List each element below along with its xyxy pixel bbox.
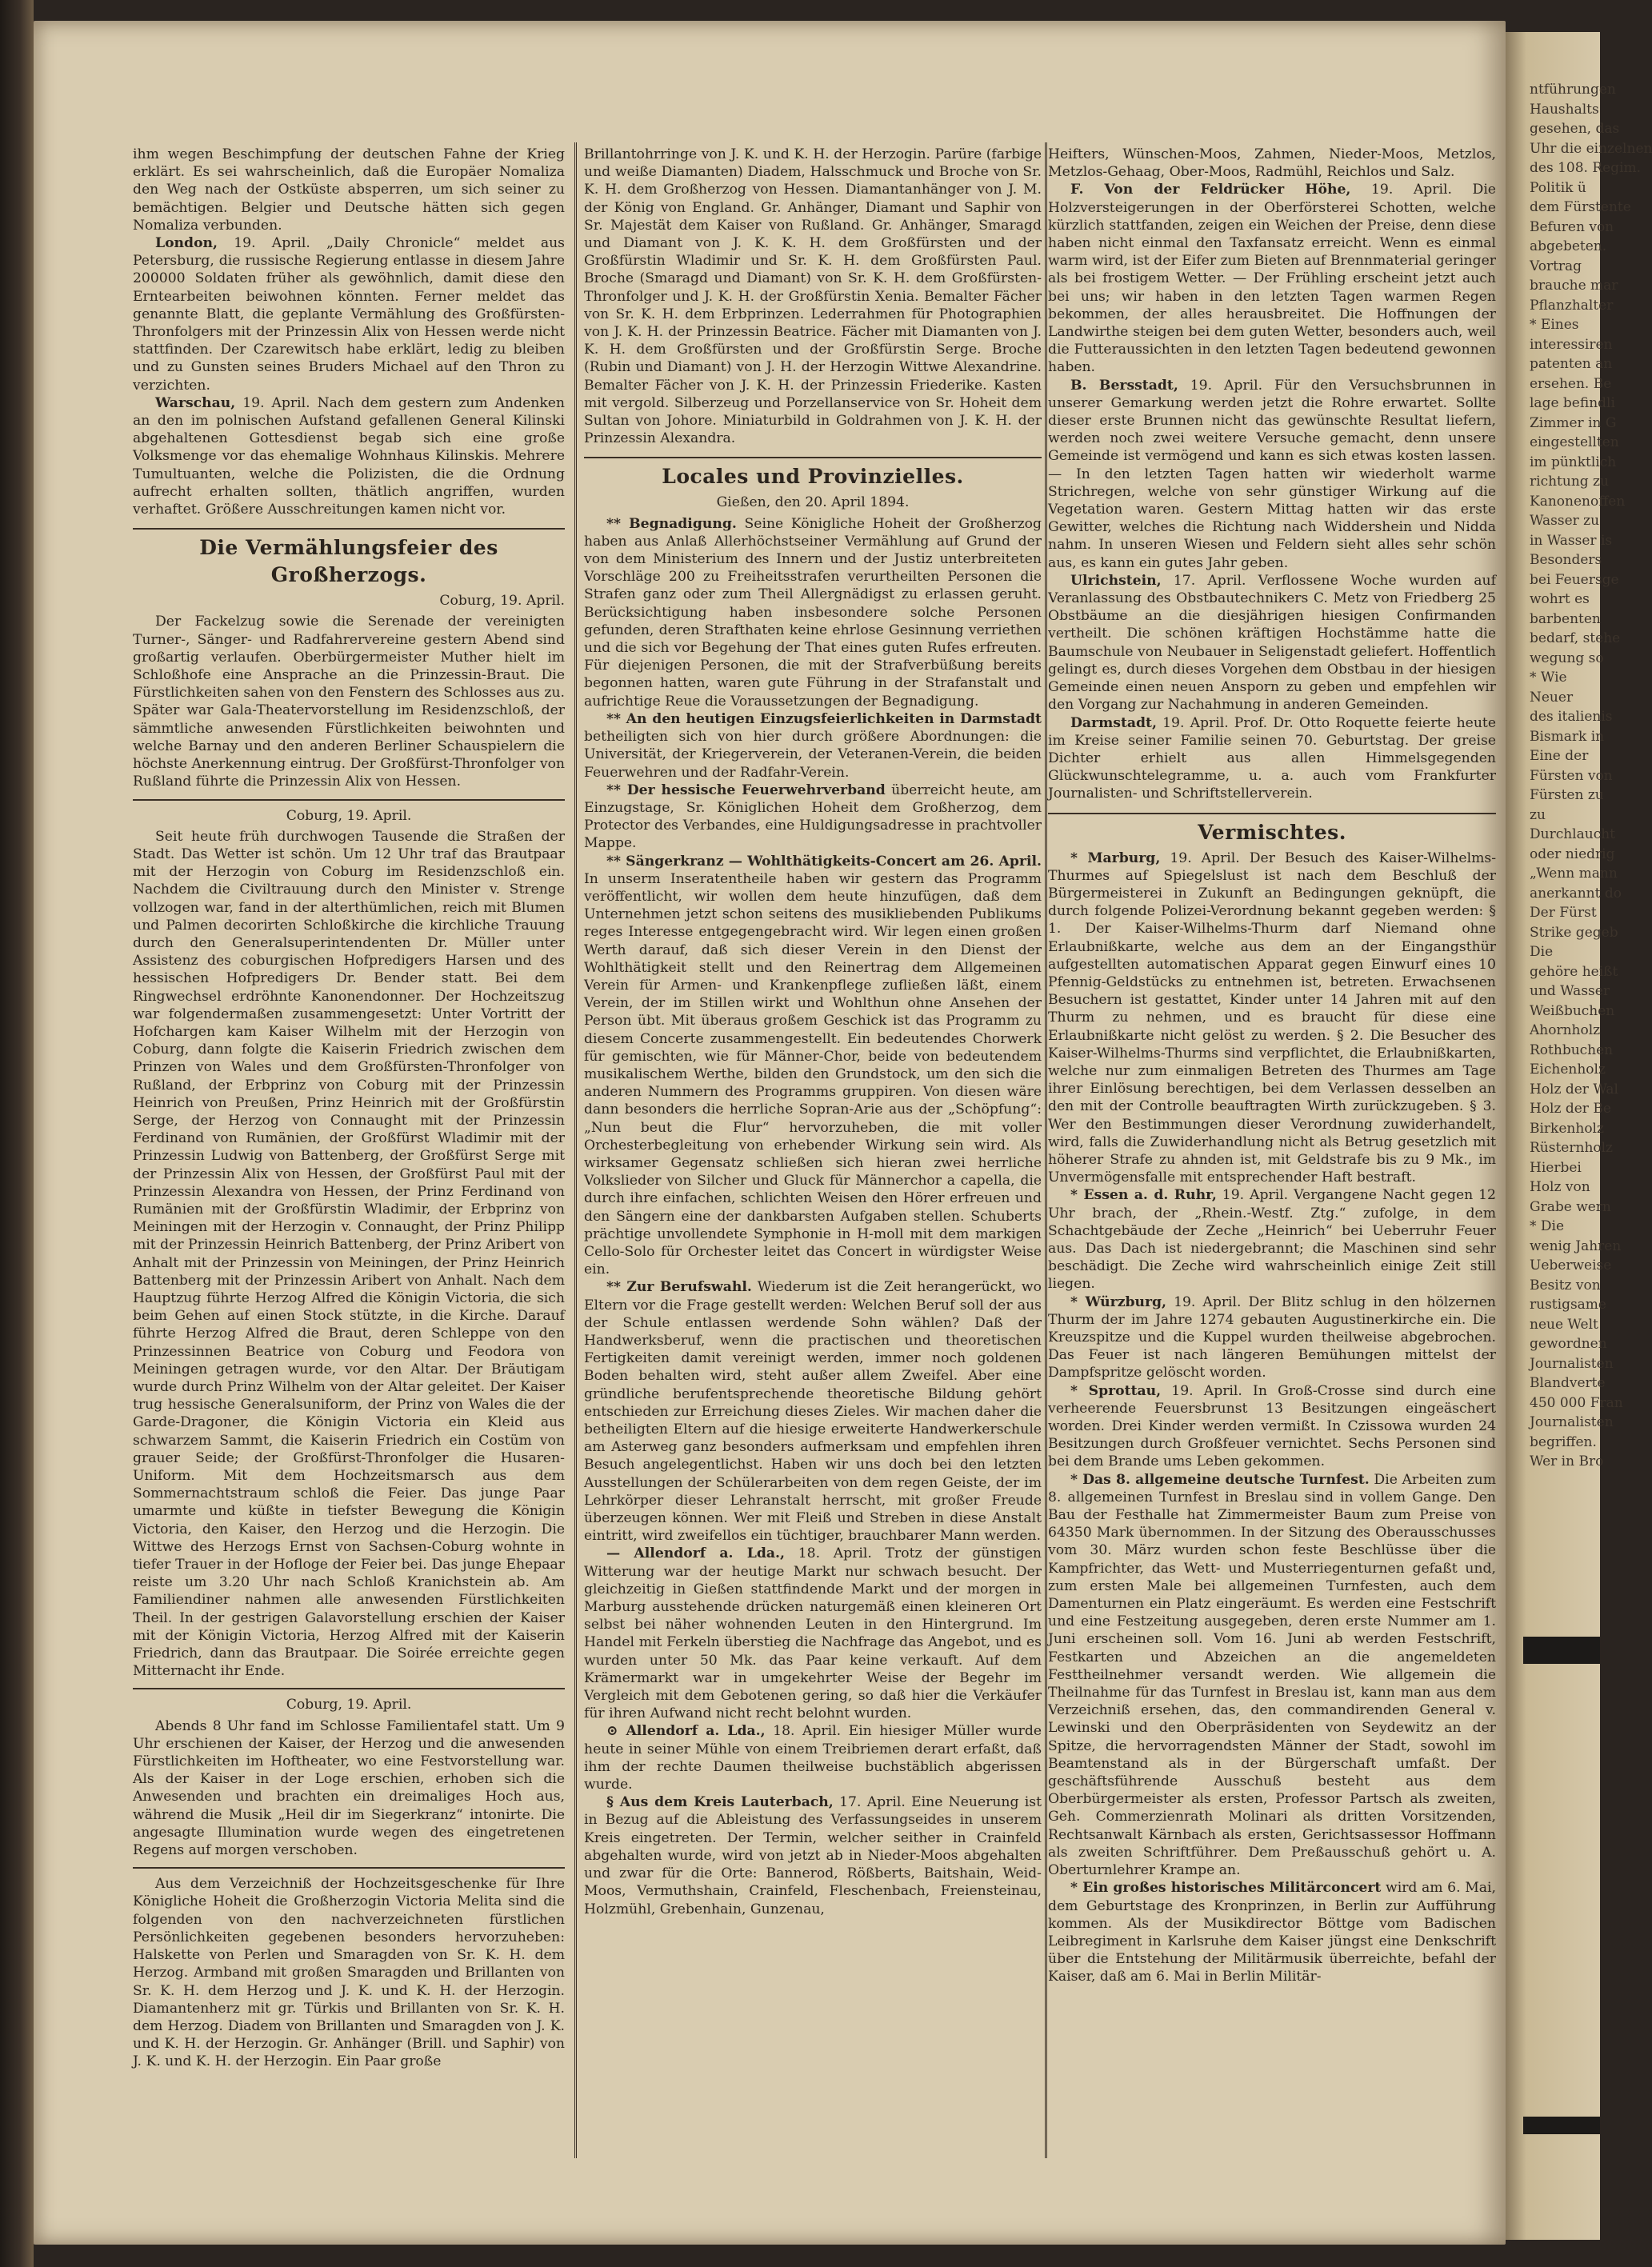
- news-item-text: 19. April. Prof. Dr. Otto Roquette feierte heute im Kreise seiner Familie seinen 70. Geburtstag. Der greise Dichter erhielt aus allen Himmelsgegenden Glückwunschtelegramme, u. a. auch vom Frankfurter Journalisten- und Schriftstellerverein.: [1048, 714, 1497, 802]
- adjacent-page-line: Ahornholz: [1530, 1022, 1601, 1038]
- adjacent-page-black-bar: [1523, 1637, 1600, 1664]
- divider: [133, 1688, 565, 1689]
- news-item-text: 19. April. „Daily Chronicle“ meldet aus Petersburg, die russische Regierung entlasse in diesem Jahre 200000 Soldaten früher als gewöhnlich, damit diese den Erntearbeiten beiwohnen könnten. Ferner meldet das genannte Blatt, die geplante Vermählung des Großfürsten-Thronfolgers mit der Prinzessin Alix von Hessen werde nicht stattfinden. Der Czarewitsch habe erklärt, ledig zu bleiben und zu Gunsten seines Bruders Michael auf den Thron zu verzichten.: [133, 235, 565, 394]
- adjacent-page-line: und Wasser: [1530, 983, 1610, 999]
- news-item: [584, 782, 1042, 853]
- news-item: [1048, 1293, 1496, 1382]
- news-item: [584, 853, 1042, 1279]
- adjacent-page-text: [1530, 80, 1652, 1472]
- adjacent-page-line: Weißbuchen: [1530, 1002, 1615, 1019]
- adjacent-page-line: neue Welt: [1530, 1316, 1598, 1333]
- adjacent-page-line: bei Feuersge: [1530, 571, 1619, 588]
- adjacent-page-line: bedarf, stehe: [1530, 630, 1621, 646]
- news-item-text: 19. April. Die Holzversteigerungen in der Oberförsterei Schotten, welche kürzlich stattfanden, zeigen ein Weichen der Preise, denn diese haben nicht einmal den Taxfansatz erreicht. Wenn es einmal warm wird, ist der Eifer zum Bieten auf Brennmaterial geringer als bei frostigem Wetter. — Der Frühling erscheint jetzt auch bei uns; wir haben in den letzten Tagen warmen Regen bekommen, der alles herausbreitet. Die Hoffnungen der Landwirthe steigen bei dem guten Wetter, besonders auch, weil die Futteraussichten in den letzten Tagen bedeutend gewonnen haben.: [1048, 182, 1496, 376]
- news-item-title: ** Begnadigung.: [606, 515, 737, 532]
- news-item-text: 19. April. Für den Versuchsbrunnen in unserer Gemarkung werden jetzt die Rohre erwartet. Sollte dieser erste Brunnen nicht das gewünschte Resultat liefern, werden noch zwei weitere Versuche gemacht, denn unsere Gemeinde ist vermögend und kann es sich etwas kosten lassen. — In den letzten Tagen hatten wir wiederholt warme Strichregen, welche von sehr günstiger Wirkung auf die Vegetation waren. Gestern Mittag hatten wir das erste Gewitter, welches die Richtung nach Widdershein und Nidda nahm. In unseren Wiesen und Feldern sieht alles sehr schön aus, es kann ein gutes Jahr geben.: [1048, 377, 1496, 571]
- article-paragraph: Aus dem Verzeichniß der Hochzeitsgeschenke für Ihre Königliche Hoheit die Großherzogin Victoria Melita sind die folgenden von den nachverzeichneten fürstlichen Persönlichkeiten gegebenen besonders hervorzuheben: Halskette von Perlen und Smaragden von Sr. K. H. dem Herzog. Armband mit großen Smaragden und Brillanten von Sr. K. H. dem Herzog und J. K. und K. H. der Herzogin. Diamantenherz mit gr. Türkis und Brillanten von Sr. K. H. dem Herzog. Diadem von Brillanten und Smaragden von J. K. und K. H. der Herzogin. Gr. Anhänger (Brill. und Saphir) von J. K. und K. H. der Herzogin. Ein Paar große: [133, 1876, 565, 2070]
- adjacent-page-line: ersehen. Be: [1530, 375, 1612, 392]
- adjacent-page-line: Eichenholz: [1530, 1062, 1606, 1078]
- adjacent-page-line: * Die: [1530, 1218, 1565, 1234]
- adjacent-page-line: patenten an: [1530, 356, 1613, 372]
- adjacent-page-line: richtung zu: [1530, 474, 1609, 490]
- adjacent-page-line: „Wenn mann: [1530, 866, 1618, 882]
- section-heading: Vermischtes.: [1048, 813, 1496, 846]
- news-item-text: 19. April. Der Blitz schlug in den hölzernen Thurm der im Jahre 1274 gebauten Augustinerkirche ein. Die Kreuzspitze und die Kuppel wurden theilweise abgebrochen. Das Feuer ist nach längeren Bemühungen mittelst der Dampfspritze gelöscht worden.: [1048, 1293, 1496, 1381]
- news-item-text: In unserm Inseratentheile haben wir gestern das Programm veröffentlicht, wir wollen dem heute hinzufügen, daß dem Unternehmen jetzt schon seitens des musikliebenden Publikums reges Interesse entgegengebracht wird. Wir legen einen großen Werth darauf, daß sich dieser Verein in den Dienst der Wohlthätigkeit stellt und den Reinertrag dem Allgemeinen Verein für Armen- und Krankenpflege zufließen läßt, einem Verein, der im Stillen wirkt und Wohlthun ohne Ansehen der Person übt. Mit überaus großem Geschick ist das Programm zu diesem Concerte zusammengestellt. Ein bedeutendes Chorwerk für gemischten, wie für Männer-Chor, beide von bedeutendem musikalischem Werthe, bilden den Grundstock, um den sich die anderen Nummern des Programms gruppiren. Von diesen wäre dann besonders die herrliche Sopran-Arie aus der „Schöpfung“: „Nun beut die Flur“ hervorzuheben, die mit voller Orchesterbegleitung von erhebender Wirkung sein wird. Als wirksamer Gegensatz schließen sich hieran zwei herrliche Volkslieder von Silcher und Gluck für Männerchor a capella, die durch ihre einfachen, schlichten Weisen den Hörer erfreuen und den Sängern eine der dankbarsten Aufgaben stellen. Schuberts prächtige unvollendete Symphonie in H-moll mit dem markigen Cello-Solo für Orchester leitet das Concert in würdigster Weise ein.: [584, 870, 1042, 1278]
- column-1: [133, 146, 565, 2071]
- adjacent-page-line: oder niedrig: [1530, 846, 1615, 862]
- adjacent-page-line: Holz der Wal: [1530, 1081, 1618, 1098]
- news-item-text: 19. April. Der Besuch des Kaiser-Wilhelms-Thurmes auf Spiegelslust ist nach dem Beschluß der Bürgermeisterei in Zukunft an Bedingungen geknüpft, die durch folgende Polizei-Verordnung bekannt gegeben werden: § 1. Der Kaiser-Wilhelms-Thurm darf Niemand ohne Erlaubnißkarte, welche aus dem an der Eingangsthür aufgestellten automatischen Apparat gegen Einwurf eines 10 Pfennig-Geldstücks zu entnehmen ist, betreten. Erwachsenen Besuchern ist gestattet, Kinder unter 14 Jahren mit auf den Thurm zu nehmen, und es braucht für diese eine Erlaubnißkarte nicht gelöst zu werden. § 2. Die Besucher des Kaiser-Wilhelms-Thurms sind verpflichtet, die Erlaubnißkarten, welche nur zum einmaligen Betreten des Thurmes am Tage ihrer Einlösung berechtigen, bei dem Verlassen desselben an den mit der Controlle beauftragten Wirth zurückzugeben. § 3. Wer den Bestimmungen dieser Verordnung zuwiderhandelt, wird, falls die Zuwiderhandlung nicht als Betrug gesetzlich mit höherer Strafe zu ahnden ist, mit Geldstrafe bis zu 9 Mk., im Unvermögensfalle mit entsprechender Haft bestraft.: [1048, 850, 1497, 1186]
- adjacent-page-line: des italienis: [1530, 709, 1613, 725]
- adjacent-page-line: Bismark in: [1530, 728, 1605, 745]
- adjacent-page-line: Wasser zu: [1530, 513, 1600, 529]
- news-item-title: — Allendorf a. Lda.,: [606, 1545, 785, 1562]
- adjacent-page-line: eingestellten: [1530, 434, 1619, 450]
- adjacent-page-line: Besitz von: [1530, 1277, 1601, 1293]
- adjacent-page-line: anerkannt do: [1530, 885, 1622, 902]
- adjacent-page-line: Birkenholz: [1530, 1120, 1604, 1137]
- adjacent-page-line: Grabe wern: [1530, 1198, 1611, 1215]
- adjacent-page-line: Rothbuchen: [1530, 1042, 1614, 1058]
- column-rule: [574, 142, 577, 2158]
- news-item-text: 17. April. Verflossene Woche wurden auf Veranlassung des Obstbautechnikers C. Metz von Friedberg 25 Obstbäume an die diesjährigen hiesigen Confirmanden vertheilt. Die schönen kräftigen Hochstämme hatte die Baumschule von Neubauer in Seligenstadt geliefert. Hoffentlich gelingt es, durch dieses Vorgehen dem Obstbau in der hiesigen Gemeinde einen neuen Ansporn zu geben und empfehlen wir den Vorgang zur Nachahmung in anderen Gemeinden.: [1048, 572, 1496, 714]
- news-item: [1048, 1879, 1496, 1985]
- article-paragraph: Seit heute früh durchwogen Tausende die Straßen der Stadt. Das Wetter ist schön. Um 12 Uhr traf das Brautpaar mit der Herzogin von Coburg im Residenzschloß ein. Nachdem die Civiltrauung durch den Minister v. Strenge vollzogen war, fand in der alterthümlichen, reich mit Blumen und Palmen decorirten Schloßkirche die kirchliche Trauung durch den Generalsuperintendenten Dr. Müller unter Assistenz des coburgischen Hofpredigers Harsen und des hessischen Hofpredigers Dr. Bender statt. Bei dem Ringwechsel erdröhnte Kanonendonner. Der Hochzeitszug war folgendermaßen zusammengesetzt: Unter Vortritt der Hofchargen kam Kaiser Wilhelm mit der Herzogin von Coburg, dann folgte die Kaiserin Friedrich zwischen dem Prinzen von Wales und dem Großfürsten-Thronfolger von Rußland, der Erbprinz von Coburg mit der Prinzessin Heinrich von Preußen, Prinz Heinrich mit der Großfürstin Serge, der Herzog von Connaught mit der Prinzessin Ferdinand von Rumänien, der Großfürst Wladimir mit der Prinzessin Ludwig von Battenberg, der Großfürst Serge mit der Prinzessin Alix von Hessen, der Großfürst Paul mit der Prinzessin Alexandra von Hessen, der Prinz Ferdinand von Rumänien mit der Großfürstin Wladimir, der Erbprinz von Meiningen mit der Herzogin v. Connaught, der Prinz Philipp mit der Prinzessin Heinrich Battenberg, der Prinz Aribert von Anhalt mit der Prinzessin von Meiningen, der Prinz Heinrich Battenberg mit der Prinzessin Aribert von Anhalt. Nach dem Hauptzug führte Herzog Alfred die Königin Victoria, die sich beim Gehen auf einen Stock stützte, in die Kirche. Darauf führte Herzog Alfred die Braut, deren Schleppe von den Prinzessinnen Beatrice von Coburg und Feodora von Meiningen getragen wurde, vor den Altar. Der Bräutigam wurde durch Prinz Wilhelm von der Altar geleitet. Der Kaiser trug hessische Generalsuniform, der Prinz von Wales die der Garde-Dragoner, die Königin Victoria ein Kleid aus schwarzem Sammt, die Kaiserin Friedrich ein Costüm von grauer Seide; der Großfürst-Thronfolger die Husaren-Uniform. Mit dem Hochzeitsmarsch aus dem Sommernachtstraum schloß die Feier. Das junge Paar umarmte und küßte in tiefster Bewegung die Königin Victoria, den Kaiser, den Herzog und die Herzogin. Die Wittwe des Herzogs Ernst von Sachsen-Coburg wohnte in tiefer Trauer in der Hofloge der Feier bei. Das junge Ehepaar reiste um 3.20 Uhr nach Schloß Kranichstein ab. Am Familiendiner nahmen alle anwesenden Fürstlichkeiten Theil. In der gestrigen Galavorstellung erschien der Kaiser mit der Königin Victoria, Herzog Alfred mit der Kaiserin Friedrich, dann das Brautpaar. Die Soirée erreichte gegen Mitternacht ihr Ende.: [133, 828, 565, 1680]
- news-item-text: 18. April. Ein hiesiger Müller wurde heute in seiner Mühle von einem Treibriemen derart erfaßt, daß ihm der rechte Daumen theilweise buchstäblich abgerissen wurde.: [584, 1723, 1042, 1793]
- adjacent-page-line: Besonders: [1530, 552, 1602, 568]
- adjacent-page-line: Neuer: [1530, 689, 1574, 706]
- news-item: [584, 1278, 1042, 1545]
- news-item-title: ** Der hessische Feuerwehrverband: [606, 782, 886, 798]
- book-spine: [0, 0, 34, 2267]
- adjacent-page-line: wenig Jahren: [1530, 1237, 1622, 1254]
- adjacent-page-line: Befuren von: [1530, 218, 1614, 235]
- news-item-title: * Essen a. d. Ruhr,: [1070, 1187, 1217, 1204]
- dateline-place: London,: [155, 235, 218, 252]
- news-item-title: * Das 8. allgemeine deutsche Turnfest.: [1070, 1471, 1370, 1488]
- news-item-text: 19. April. In Groß-Crosse sind durch eine verheerende Feuersbrunst 13 Besitzungen eingeäschert worden. Drei Kinder werden vermißt. In Czissowa wurden 24 Besitzungen durch Großfeuer vernichtet. Sechs Personen sind bei dem Brande ums Leben gekommen.: [1048, 1382, 1496, 1470]
- adjacent-page-line: des 108. Regim.: [1530, 160, 1642, 176]
- adjacent-page-line: brauche mar: [1530, 278, 1618, 294]
- adjacent-page-line: Fürsten von: [1530, 767, 1613, 784]
- news-item: [1048, 377, 1496, 572]
- news-item: [1048, 850, 1496, 1187]
- news-item-title: Darmstadt,: [1070, 714, 1157, 731]
- news-item: [584, 1722, 1042, 1793]
- adjacent-page-line: Durchlaucht: [1530, 826, 1615, 842]
- adjacent-page-line: 450 000 Fran: [1530, 1394, 1623, 1411]
- column-rule: [1045, 142, 1047, 2158]
- adjacent-page-line: abgebeten.: [1530, 238, 1607, 254]
- dateline: Gießen, den 20. April 1894.: [716, 494, 910, 511]
- news-item: [1048, 714, 1496, 803]
- news-item-title: ** Sängerkranz — Wohlthätigkeits-Concert am 26. April.: [606, 853, 1042, 870]
- adjacent-page-line: rustigsame: [1530, 1297, 1606, 1313]
- news-item-title: B. Bersstadt,: [1070, 377, 1178, 394]
- news-item: [584, 515, 1042, 710]
- news-item: [1048, 181, 1496, 376]
- adjacent-page-line: Politik ü: [1530, 179, 1586, 196]
- news-item-text: überreicht heute, am Einzugstage, Sr. Königlichen Hoheit dem Großherzog, dem Protector des Verbandes, eine Huldigungsadresse in prachtvoller Mappe.: [584, 782, 1042, 852]
- news-item-text: 17. April. Eine Neuerung ist in Bezug auf die Ableistung des Verfassungseides in unserem Kreis eingetreten. Der Termin, welcher seither in Crainfeld abgehalten wurde, wird von jetzt ab in Nieder-Moos abgehalten und zwar für die Orte: Bannerod, Rößberts, Baitshain, Weid-Moos, Vermuthshain, Crainfeld, Fleschenbach, Freiensteinau, Holzmühl, Grebenhain, Gunzenau,: [584, 1794, 1042, 1917]
- column-3: [1048, 146, 1496, 1986]
- adjacent-page-line: Strike gegeb: [1530, 924, 1618, 941]
- news-item-title: ** Zur Berufswahl.: [606, 1279, 752, 1296]
- adjacent-page-line: Zimmer in G: [1530, 414, 1617, 431]
- news-item-text: 19. April. Nach dem gestern zum Andenken an den im polnischen Aufstand gefallenen General Kilinski abgehaltenen Gottesdienst begab sich eine große Volksmenge vor das ehemalige Wohnhaus Kilinskis. Mehrere Tumultuanten, welche die Polizisten, die die Ordnung aufrecht erhalten sollten, thätlich angriffen, wurden verhaftet. Größere Ausschreitungen kamen nicht vor.: [133, 394, 565, 518]
- dateline-place: Warschau,: [155, 394, 236, 411]
- adjacent-page-line: Blandverte: [1530, 1375, 1606, 1391]
- news-item-text: Seine Königliche Hoheit der Großherzog haben aus Anlaß Allerhöchstseiner Vermählung auf Grund der von dem Ministerium des Innern und der Justiz unterbreiteten Vorschläge 200 zu Freiheitsstrafen verurtheilten Personen die Strafen ganz oder zum Theil Allergnädigst zu erlassen geruht. Berücksichtigung haben insbesondere solche Personen gefunden, deren Strafthaten keine ehrlose Gesinnung verriethen und die sich vor Begehung der That eines guten Rufes erfreuten. Für diejenigen Personen, die mit der Strafverbüßung bereits begonnen hatten, waren gute Führung in der Strafanstalt und aufrichtige Reue die Voraussetzungen der Begnadigung.: [584, 515, 1042, 710]
- adjacent-page-line: Die: [1530, 944, 1554, 960]
- news-item-text: Wiederum ist die Zeit herangerückt, wo Eltern vor die Frage gestellt werden: Welchen Beruf soll der aus der Schule entlassen werdende Sohn wählen? Daß der Handwerksberuf, wenn die practischen und theoretischen Fertigkeiten damit vereinigt werden, immer noch goldenen Boden behalten wird, steht außer allem Zweifel. Aber eine gründliche berufentsprechende theoretische Bildung gehört entschieden zur Erreichung dieses Zieles. Wir machen daher die betheiligten Eltern auf die hiesige erweiterte Handwerkerschule am Asterweg ganz besonders aufmerksam und empfehlen ihren Besuch angelegentlichst. Haben wir uns doch bei den letzten Ausstellungen der Schülerarbeiten von dem regen Geiste, der im Lehrkörper dieser Lehranstalt herrscht, mit großer Freude überzeugen können. Wer mit Fleiß und Streben in diese Anstalt eintritt, wird zweifellos ein tüchtiger, brauchbarer Mann werden.: [584, 1279, 1042, 1545]
- news-item-text: 19. April. Vergangene Nacht gegen 12 Uhr brach, der „Rhein.-Westf. Ztg.“ zufolge, in dem Schachtgebäude der Zeche „Heinrich“ bei Ueberruhr Feuer aus. Das Dach ist niedergebrannt; die Maschinen sind sehr beschädigt. Die Zeche wird wahrscheinlich einige Zeit still liegen.: [1048, 1187, 1496, 1293]
- adjacent-page-line: Ueberweise: [1530, 1257, 1612, 1273]
- news-item-title: F. Von der Feldrücker Höhe,: [1070, 182, 1351, 198]
- news-item-title: ** An den heutigen Einzugsfeierlichkeiten in Darmstadt: [606, 710, 1042, 727]
- adjacent-page-line: Kanonenoffen: [1530, 493, 1626, 510]
- adjacent-page-line: wegung so: [1530, 650, 1604, 666]
- divider: [133, 1867, 565, 1869]
- adjacent-page-line: gesehen, das: [1530, 121, 1620, 137]
- adjacent-page-line: Fürsten zu: [1530, 787, 1604, 803]
- adjacent-page-line: Eine der: [1530, 748, 1589, 764]
- article-continuation: Heifters, Wünschen-Moos, Zahmen, Nieder-Moos, Metzlos, Metzlos-Gehaag, Ober-Moos, Radmühl, Reichlos und Salz.: [1048, 146, 1496, 181]
- news-item-text: Die Arbeiten zum 8. allgemeinen Turnfest in Breslau sind in vollem Gange. Den Bau der Festhalle hat Zimmermeister Baum zum Preise von 64350 Mark übernommen. In der Sitzung des Oberausschusses vom 30. März wurden schon feste Beschlüsse über die Kampfrichter, das Wett- und Musterriegenturnen gefaßt und, zum ersten Male bei allgemeinen Turnfesten, auch dem Damenturnen ein Platz eingeräumt. Es werden eine Festschrift und eine Festzeitung ausgegeben, deren erste Nummer am 1. Juni erscheinen soll. Vom 16. Juni ab werden Festschrift, Festkarten und Abzeichen an die angemeldeten Festtheilnehmer versandt werden. Wie allgemein die Theilnahme für das Turnfest in Breslau ist, kann man aus dem Verzeichniß ersehen, das, den commandirenden General v. Lewinski und den Oberpräsidenten von Seydewitz an der Spitze, die hervorragendsten Männer der Stadt, sowohl im Beamtenstand als in der Bürgerschaft umfaßt. Der geschäftsführende Ausschuß besteht aus dem Oberbürgermeister als ersten, Professor Partsch als zweiten, Geh. Commerzienrath Molinari als dritten Vorsitzenden, Rechtsanwalt Kärnbach als ersten, Gerichtsassessor Hoffmann als zweiten Schriftführer. Dem Preßausschuß gehört u. A. Oberturnlehrer Krampe an.: [1048, 1471, 1496, 1879]
- adjacent-page-line: Haushalts: [1530, 101, 1599, 118]
- adjacent-page-edge: [1506, 32, 1652, 2240]
- dateline: Coburg, 19. April.: [439, 593, 565, 610]
- news-item-warschau: [133, 394, 565, 518]
- adjacent-page-line: zu: [1530, 806, 1546, 823]
- adjacent-page-line: Holz der Be: [1530, 1101, 1611, 1117]
- news-item: [584, 1793, 1042, 1917]
- adjacent-page-line: interessiren: [1530, 336, 1613, 353]
- adjacent-page-line: in Wasser is: [1530, 532, 1613, 549]
- news-item-text: 18. April. Trotz der günstigen Witterung war der heutige Markt nur schwach besucht. Der gleichzeitig in Gießen stattfindende Markt und der morgen in Marburg ausstehende drücken naturgemäß einen kleineren Ort selbst bei näher wohnenden Leuten in den Hintergrund. Im Handel mit Ferkeln überstieg die Nachfrage das Angebot, und es wurden unter 50 Mk. das Paar keine verkauft. Auf dem Krämermarkt war in umgekehrter Weise der Begehr im Vergleich mit dem Gebotenen gering, so daß hier die Verkäufer für ihren Aufwand nicht recht belohnt wurden.: [584, 1545, 1042, 1722]
- dateline: Coburg, 19. April.: [286, 1697, 412, 1713]
- news-item-title: * Sprottau,: [1070, 1382, 1162, 1399]
- news-item-title: * Marburg,: [1070, 850, 1161, 866]
- news-item: [584, 1545, 1042, 1722]
- article-paragraph: Der Fackelzug sowie die Serenade der vereinigten Turner-, Sänger- und Radfahrervereine gestern Abend sind großartig verlaufen. Oberbürgermeister Muther hielt im Schloßhofe eine Ansprache an die Prinzessin-Braut. Die Fürstlichkeiten sahen von den Fenstern des Schlosses aus zu. Später war Gala-Theatervorstellung im Residenzschloß, der sämmtliche anwesenden Fürstlichkeiten beiwohnten und welche Barnay und den anderen Berliner Schauspielern die höchste Anerkennung eintrug. Der Großfürst-Thronfolger von Rußland führte die Prinzessin Alix von Hessen.: [133, 614, 565, 790]
- adjacent-page-line: Journalisten: [1530, 1355, 1614, 1372]
- news-item: [1048, 1186, 1496, 1293]
- adjacent-page-line: im pünktlich: [1530, 454, 1617, 470]
- adjacent-page-line: begriffen.: [1530, 1433, 1597, 1450]
- adjacent-page-line: Hierbei: [1530, 1159, 1582, 1176]
- dateline: Coburg, 19. April.: [286, 807, 412, 824]
- adjacent-page-line: barbenten: [1530, 610, 1601, 627]
- adjacent-page-line: gehöre heißt: [1530, 963, 1618, 980]
- news-item-title: Ulrichstein,: [1070, 572, 1162, 589]
- news-item-text: wird am 6. Mai, dem Geburtstage des Kronprinzen, in Berlin zur Aufführung kommen. Als der Musikdirector Böttge vom Badischen Leibregiment in Karlsruhe dem Kaiser jüngst eine Denkschrift über die Entstehung der Militärmusik überreichte, befahl der Kaiser, daß am 6. Mai in Berlin Militär-: [1048, 1880, 1496, 1985]
- news-item: [1048, 1382, 1496, 1471]
- news-item-title: * Würzburg,: [1070, 1293, 1167, 1310]
- news-item-title: ⊙ Allendorf a. Lda.,: [606, 1723, 766, 1740]
- adjacent-page-line: * Wie: [1530, 670, 1567, 686]
- adjacent-page-line: Journalisten: [1530, 1414, 1614, 1430]
- section-heading: Die Vermählungsfeier des Großherzogs.: [133, 528, 565, 589]
- adjacent-page-line: wohrt es: [1530, 591, 1590, 607]
- adjacent-page-line: Der Fürst: [1530, 905, 1597, 921]
- adjacent-page-line: dem Fürstente: [1530, 199, 1631, 215]
- adjacent-page-black-bar: [1523, 2117, 1600, 2134]
- adjacent-page-line: gewordnen: [1530, 1336, 1607, 1352]
- adjacent-page-line: Holz von: [1530, 1179, 1590, 1195]
- news-item-london: [133, 234, 565, 394]
- adjacent-page-line: lage befindli: [1530, 395, 1615, 411]
- adjacent-page-line: Vortrag: [1530, 258, 1582, 274]
- article-paragraph: Abends 8 Uhr fand im Schlosse Familientafel statt. Um 9 Uhr erschienen der Kaiser, der Herzog und die anwesenden Fürstlichkeiten im Hoftheater, wo eine Festvorstellung war. Als der Kaiser in der Loge erschien, erhoben sich die Anwesenden und brachten ein dreimaliges Hoch aus, während die Musik „Heil dir im Siegerkranz“ intonirte. Die angesagte Illumination wurde wegen des eingetretenen Regens auf morgen verschoben.: [133, 1717, 565, 1859]
- news-item-text: betheiligten sich von hier durch größere Abordnungen: die Universität, der Kriegerverein, der Veteranen-Verein, die beiden Feuerwehren und der Radfahr-Verein.: [584, 729, 1042, 781]
- adjacent-page-line: Pflanzhalter: [1530, 297, 1614, 314]
- section-heading: Locales und Provinzielles.: [584, 457, 1042, 490]
- news-item: [584, 710, 1042, 782]
- article-continuation: Brillantohrringe von J. K. und K. H. der Herzogin. Parüre (farbige und weiße Diamanten) Diadem, Halsschmuck und Broche von Sr. K. H. dem Großherzog von Hessen. Diamantanhänger von J. M. der König von England. Gr. Anhänger, Diamant und Saphir von Sr. Majestät dem Kaiser von Rußland. Gr. Anhänger, Smaragd und Diamant von J. K. K. H. dem Großfürsten und der Großfürstin Wladimir und Sr. K. H. dem Großfürsten Paul. Broche (Smaragd und Diamant) von Sr. K. H. dem Großfürsten-Thronfolger und J. K. H. der Großfürstin Xenia. Bemalter Fächer von Sr. K. H. dem Erbprinzen. Lederrahmen für Photographien von J. K. H. der Prinzessin Beatrice. Fächer mit Diamanten von J. K. H. dem Großfürsten und der Großfürstin Serge. Broche (Rubin und Diamant) von J. H. der Herzogin Wittwe Alexandrine. Bemalter Fächer von J. K. H. der Prinzessin Friederike. Kasten mit vergold. Silberzeug und Porzellanservice von Sr. Hoheit dem Sultan von Johore. Miniaturbild in Goldrahmen von J. K. H. der Prinzessin Alexandra.: [584, 146, 1042, 447]
- article-continuation: ihm wegen Beschimpfung der deutschen Fahne der Krieg erklärt. Es sei wahrscheinlich, daß die Europäer Nomaliza den Weg nach der Ostküste absperren, um sich seiner zu bemächtigen. Belgier und Deutsche hätten sich gegen Nomaliza verbunden.: [133, 146, 565, 234]
- adjacent-page-line: Rüsternholz: [1530, 1140, 1614, 1156]
- adjacent-page-line: Wer in Bro: [1530, 1453, 1604, 1469]
- divider: [133, 799, 565, 801]
- column-2: [584, 146, 1042, 1918]
- news-item-title: * Ein großes historisches Militärconcert: [1070, 1880, 1382, 1897]
- adjacent-page-line: Uhr die einzelnen: [1530, 140, 1652, 157]
- news-item: [1048, 572, 1496, 714]
- news-item: [1048, 1471, 1496, 1880]
- news-item-title: § Aus dem Kreis Lauterbach,: [606, 1794, 834, 1811]
- adjacent-page-line: * Eines: [1530, 317, 1579, 333]
- adjacent-page-line: ntführungen: [1530, 82, 1616, 98]
